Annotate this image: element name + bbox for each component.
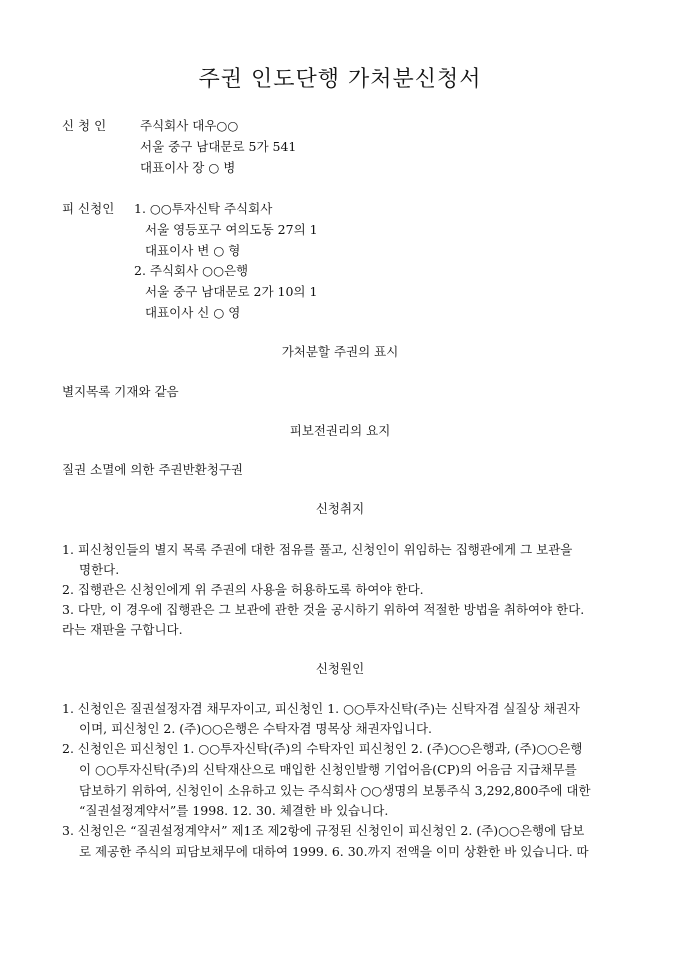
stock-heading: 가처분할 주권의 표시 [281, 344, 399, 359]
purpose-closing: 라는 재판을 구합니다. [62, 622, 183, 637]
cause-item-3-cont: 로 제공한 주식의 피담보채무에 대하여 1999. 6. 30.까지 전액을 이미 상환한 바 있습니다. 따 [79, 844, 589, 859]
right-text: 질권 소멸에 의한 주권반환청구권 [62, 462, 243, 477]
cause-item-1: 1. 신청인은 질권설정자겸 채무자이고, 피신청인 1. ○○투자신탁(주)는 신탁자겸 실질상 채권자 [62, 701, 580, 716]
cause-heading: 신청원인 [315, 661, 365, 676]
purpose-item-3: 3. 다만, 이 경우에 집행관은 그 보관에 관한 것을 공시하기 위하여 적절한 방법을 취하여야 한다. [62, 602, 585, 617]
respondent-1-representative: 대표이사 변 ○ 형 [145, 243, 241, 258]
cause-item-2-cont-2: 담보하기 위하여, 신청인이 소유하고 있는 주식회사 ○○생명의 보통주식 3,292,800주에 대한 [79, 783, 591, 798]
respondent-1-name: 1. ○○투자신탁 주식회사 [134, 201, 273, 216]
document-title: 주권 인도단행 가처분신청서 [198, 67, 482, 92]
cause-item-3: 3. 신청인은 “질권설정계약서” 제1조 제2항에 규정된 신청인이 피신청인 2. (주)○○은행에 담보 [62, 823, 585, 838]
applicant-label: 신 청 인 [62, 118, 107, 133]
applicant-address: 서울 중구 남대문로 5가 541 [140, 139, 297, 154]
cause-item-2-cont-3: “질권설정계약서”를 1998. 12. 30. 체결한 바 있습니다. [79, 803, 389, 818]
respondent-label: 피 신청인 [62, 201, 115, 216]
applicant-name: 주식회사 대우○○ [140, 118, 239, 133]
purpose-heading: 신청취지 [315, 501, 365, 516]
purpose-item-2: 2. 집행관은 신청인에게 위 주권의 사용을 허용하도록 하여야 한다. [62, 582, 424, 597]
respondent-2-representative: 대표이사 신 ○ 영 [145, 305, 241, 320]
cause-item-2-cont-1: 이 ○○투자신탁(주)의 신탁재산으로 매입한 신청인발행 기업어음(CP)의 어음금 지급채무를 [79, 762, 577, 777]
purpose-item-1: 1. 피신청인들의 별지 목록 주권에 대한 점유를 풀고, 신청인이 위임하는 집행관에게 그 보관을 [62, 542, 573, 557]
respondent-2-address: 서울 중구 남대문로 2가 10의 1 [145, 284, 318, 299]
cause-item-2: 2. 신청인은 피신청인 1. ○○투자신탁(주)의 수탁자인 피신청인 2. (주)○○은행과, (주)○○은행 [62, 741, 583, 756]
stock-text: 별지목록 기재와 같음 [62, 384, 179, 399]
right-heading: 피보전권리의 요지 [289, 423, 391, 438]
cause-item-1-cont: 이며, 피신청인 2. (주)○○은행은 수탁자겸 명목상 채권자입니다. [79, 721, 433, 736]
respondent-1-address: 서울 영등포구 여의도동 27의 1 [145, 222, 318, 237]
purpose-item-1-cont: 명한다. [79, 562, 120, 577]
respondent-2-name: 2. 주식회사 ○○은행 [134, 263, 249, 278]
applicant-representative: 대표이사 장 ○ 병 [140, 160, 236, 175]
